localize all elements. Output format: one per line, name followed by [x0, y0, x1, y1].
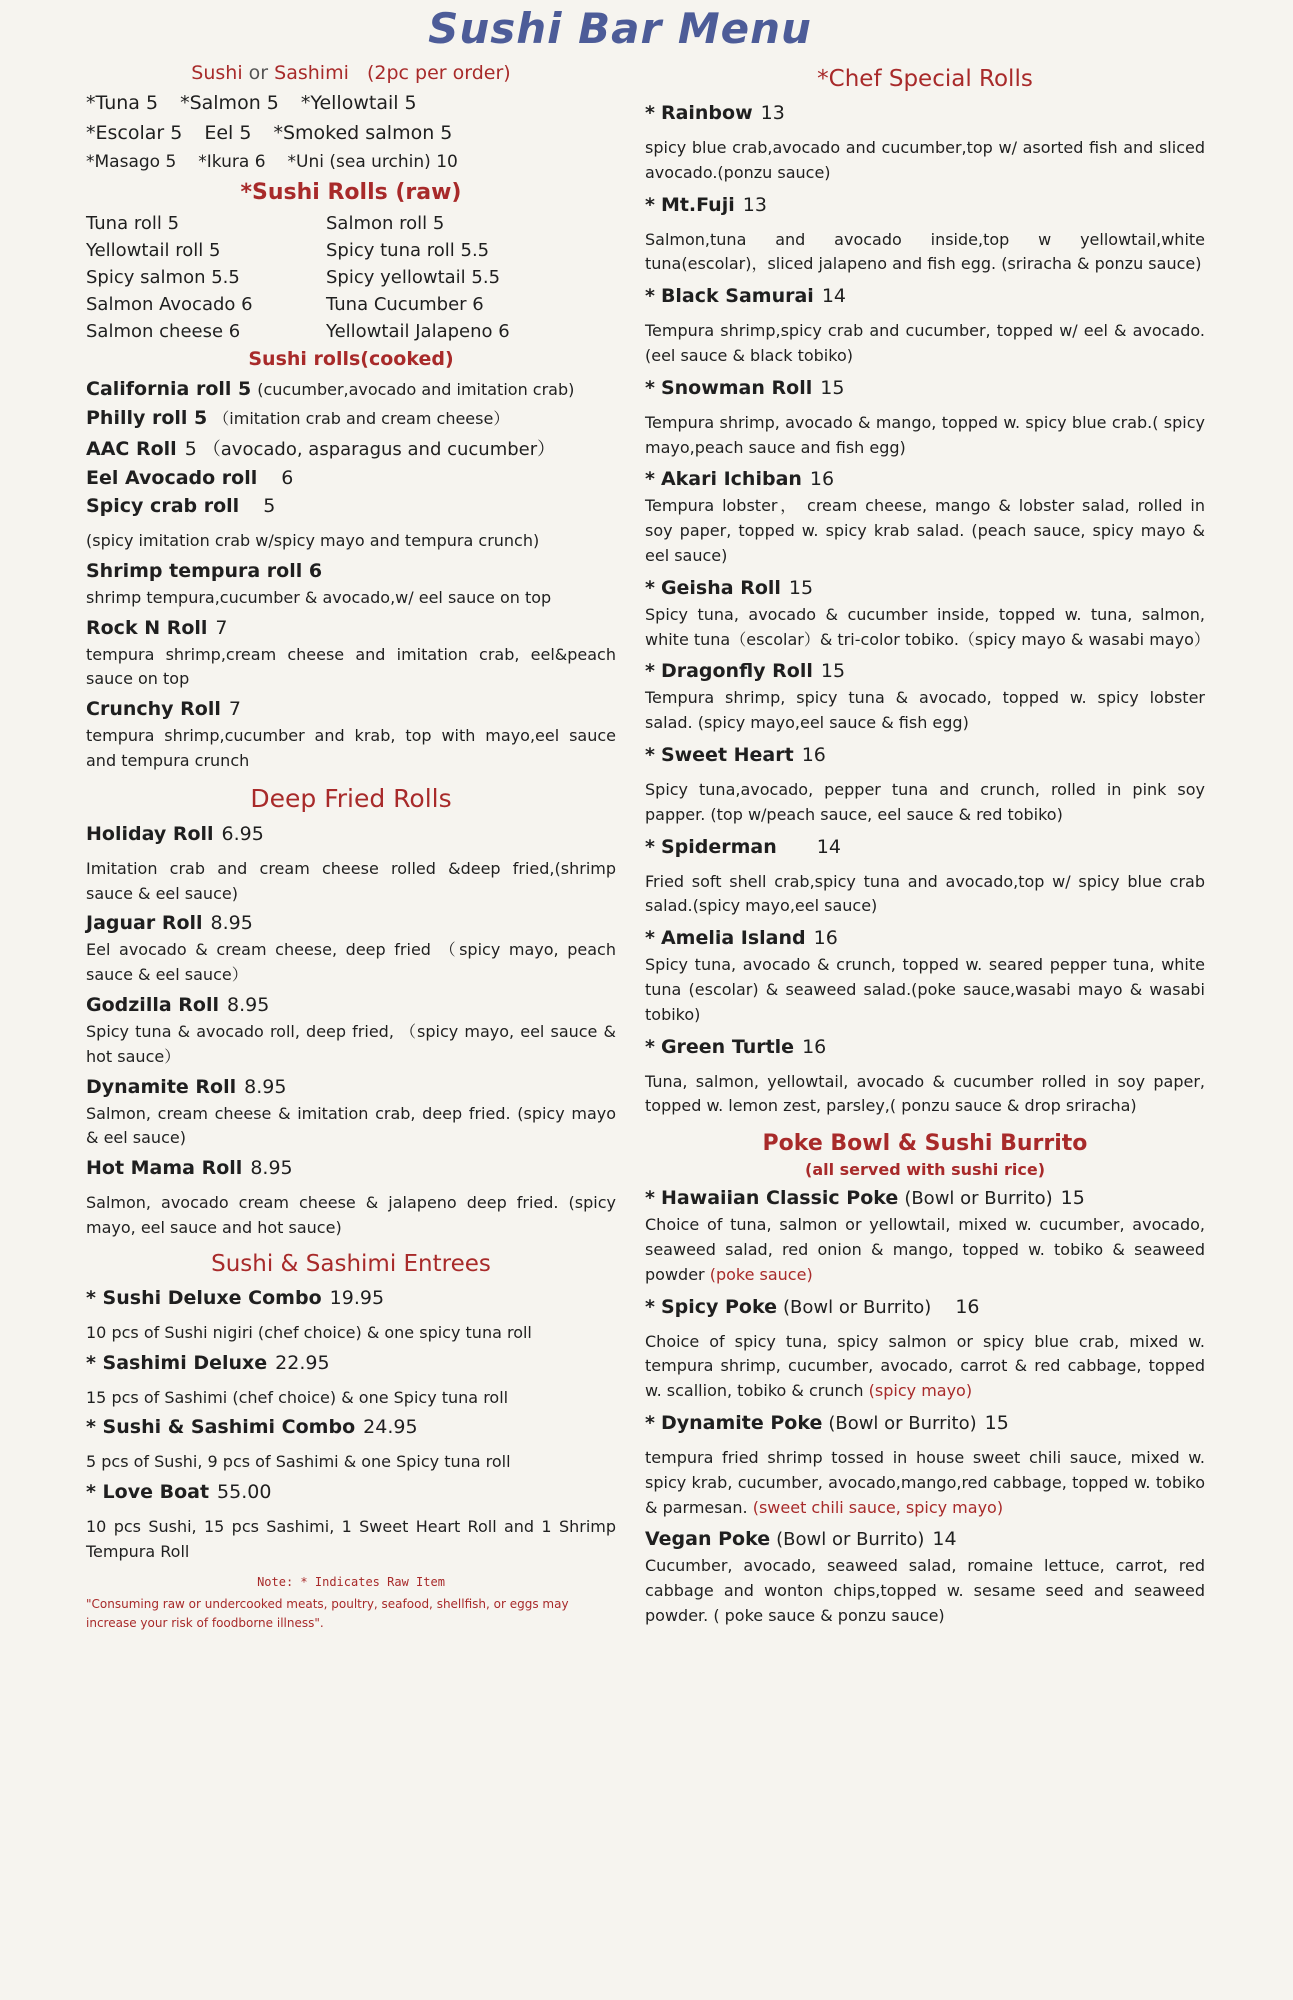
menu-item: * Sushi & Sashimi Combo 24.95 5 pcs of Sushi, 9 pcs of Sashimi & one Spicy tuna roll	[86, 1416, 511, 1472]
menu-item: Dynamite Roll 8.95 Salmon, cream cheese & imitation crab, deep fried. (spicy mayo & eel sauce)	[86, 1075, 616, 1148]
menu-item: * Sweet Heart 16 Spicy tuna,avocado, pepper tuna and crunch, rolled in pink soy papper. (top w/peach sauce, eel sauce & red tobiko)	[645, 743, 1205, 824]
list-item: Yellowtail roll 5	[86, 240, 221, 261]
raw-item-note: Note: * Indicates Raw Item	[257, 1574, 445, 1589]
menu-item: California roll 5 (cucumber,avocado and imitation crab)	[86, 378, 575, 400]
list-item: Tuna Cucumber 6	[326, 294, 484, 315]
menu-item: * Akari Ichiban 16 Tempura lobster， cream cheese, mango & lobster salad, rolled in soy paper, topped w. spicy krab salad. (peach sauce, spicy mayo & eel sauce)	[645, 468, 1205, 565]
list-item: Spicy tuna roll 5.5	[326, 240, 490, 261]
sushi-sashimi-heading: Sushi or Sashimi (2pc per order)	[191, 62, 511, 84]
menu-item: Godzilla Roll 8.95 Spicy tuna & avocado roll, deep fried, （spicy mayo, eel sauce & hot sauce）	[86, 993, 616, 1066]
menu-item: Hot Mama Roll 8.95 Salmon, avocado cream cheese & jalapeno deep fried. (spicy mayo, eel sauce and hot sauce)	[86, 1157, 616, 1237]
list-item: Tuna roll 5	[86, 213, 180, 234]
list-item: Salmon Avocado 6	[86, 294, 253, 315]
menu-item: * Sushi Deluxe Combo 19.95 10 pcs of Sushi nigiri (chef choice) & one spicy tuna roll	[86, 1286, 532, 1342]
list-item: Spicy salmon 5.5	[86, 267, 240, 288]
left-column	[86, 62, 616, 1633]
menu-item: * Amelia Island 16 Spicy tuna, avocado & crunch, topped w. seared pepper tuna, white tuna (escolar) & seaweed salad.(poke sauce,wasabi mayo & wasabi tobiko)	[645, 927, 1205, 1024]
menu-item: * Geisha Roll 15 Spicy tuna, avocado & cucumber inside, topped w. tuna, salmon, white tuna（escolar）& tri-color tobiko.（spicy mayo & wasabi mayo）	[645, 576, 1210, 649]
list-item: Salmon roll 5	[326, 213, 445, 234]
menu-item: Shrimp tempura roll 6 shrimp tempura,cucumber & avocado,w/ eel sauce on top	[86, 559, 552, 607]
health-warning: "Consuming raw or undercooked meats, poultry, seafood, shellfish, or eggs may increase your risk of foodborne illness".	[86, 1596, 569, 1630]
menu-item: Vegan Poke (Bowl or Burrito) 14 Cucumber, avocado, seaweed salad, romaine lettuce, carrot, red cabbage and wonton chips,topped w. sesame seed and seaweed powder. ( poke sauce & ponzu sauce)	[645, 1528, 1205, 1625]
menu-item: * Hawaiian Classic Poke (Bowl or Burrito) 15 Choice of tuna, salmon or yellowtail, mixed w. cucumber, avocado, seaweed salad, red onion & mango, topped w. tobiko & seaweed powder (poke sauce)	[645, 1187, 1205, 1284]
menu-item: * Spiderman 14 Fried soft shell crab,spicy tuna and avocado,top w/ spicy blue crab salad.(spicy mayo,eel sauce)	[645, 835, 1205, 916]
menu-item: * Snowman Roll 15 Tempura shrimp, avocado & mango, topped w. spicy blue crab.( spicy mayo,peach sauce and fish egg)	[645, 376, 1205, 457]
list-item: Yellowtail Jalapeno 6	[326, 321, 510, 342]
menu-item: * Love Boat 55.00 10 pcs Sushi, 15 pcs Sashimi, 1 Sweet Heart Roll and 1 Shrimp Tempura Roll	[86, 1481, 616, 1561]
menu-item: * Rainbow 13 spicy blue crab,avocado and cucumber,top w/ asorted fish and sliced avocado.(ponzu sauce)	[645, 102, 1205, 182]
menu-item: * Mt.Fuji 13 Salmon,tuna and avocado inside,top w yellowtail,white tuna(escolar)，sliced jalapeno and fish egg. (sriracha & ponzu sauce)	[645, 193, 1205, 274]
list-item: Spicy yellowtail 5.5	[326, 267, 501, 288]
menu-item: * Black Samurai 14 Tempura shrimp,spicy crab and cucumber, topped w/ eel & avocado.(eel sauce & black tobiko)	[645, 285, 1205, 365]
poke-subheading: (all served with sushi rice)	[805, 1160, 1045, 1180]
menu-item: * Green Turtle 16 Tuna, salmon, yellowtail, avocado & cucumber rolled in soy paper, topped w. lemon zest, parsley,( ponzu sauce & drop sriracha)	[645, 1035, 1205, 1116]
menu-item: Philly roll 5 （imitation crab and cream cheese）	[86, 407, 510, 429]
sashimi-row: *Tuna 5 *Salmon 5 *Yellowtail 5	[86, 92, 417, 114]
raw-rolls-heading: *Sushi Rolls (raw)	[240, 180, 462, 205]
chef-special-heading: *Chef Special Rolls	[817, 66, 1033, 92]
list-item: Salmon cheese 6	[86, 321, 241, 342]
poke-heading: Poke Bowl & Sushi Burrito	[762, 1131, 1088, 1157]
sashimi-row: *Escolar 5 Eel 5 *Smoked salmon 5	[86, 122, 453, 144]
menu-item: Rock N Roll 7 tempura shrimp,cream cheese and imitation crab, eel&peach sauce on top	[86, 616, 616, 689]
menu-item: * Dynamite Poke (Bowl or Burrito) 15 tempura fried shrimp tossed in house sweet chili sauce, mixed w. spicy krab, cucumber, avocado,mango,red cabbage, topped w. tobiko & parmesan. (sweet chili sauce, spicy mayo)	[645, 1411, 1205, 1517]
menu-item: Holiday Roll 6.95 Imitation crab and cream cheese rolled &deep fried,(shrimp sauce & eel sauce)	[86, 822, 616, 903]
raw-rolls-list	[86, 213, 616, 342]
menu-item: Crunchy Roll 7 tempura shrimp,cucumber and krab, top with mayo,eel sauce and tempura crunch	[86, 698, 616, 770]
cooked-rolls-heading: Sushi rolls(cooked)	[248, 348, 454, 370]
menu-item: Eel Avocado roll 6	[86, 467, 294, 489]
menu-item: AAC Roll 5 （avocado, asparagus and cucumber）	[86, 438, 556, 460]
menu-item: Spicy crab roll 5 (spicy imitation crab w/spicy mayo and tempura crunch)	[86, 495, 540, 550]
menu-item: * Dragonfly Roll 15 Tempura shrimp, spicy tuna & avocado, topped w. spicy lobster salad. (spicy mayo,eel sauce & fish egg)	[645, 660, 1205, 733]
menu-item: * Sashimi Deluxe 22.95 15 pcs of Sashimi (chef choice) & one Spicy tuna roll	[86, 1351, 509, 1407]
right-column	[645, 62, 1210, 1637]
menu-title: Sushi Bar Menu	[428, 4, 812, 53]
menu-item: Jaguar Roll 8.95 Eel avocado & cream cheese, deep fried （spicy mayo, peach sauce & eel sauce）	[86, 912, 616, 985]
menu-item: * Spicy Poke (Bowl or Burrito) 16 Choice of spicy tuna, spicy salmon or spicy blue crab, mixed w. tempura shrimp, cucumber, avocado, carrot & red cabbage, topped w. scallion, tobiko & crunch (spicy mayo)	[645, 1295, 1205, 1401]
sashimi-row: *Masago 5 *Ikura 6 *Uni (sea urchin) 10	[86, 152, 458, 172]
entrees-heading: Sushi & Sashimi Entrees	[211, 1250, 491, 1277]
deep-fried-heading: Deep Fried Rolls	[250, 783, 452, 813]
